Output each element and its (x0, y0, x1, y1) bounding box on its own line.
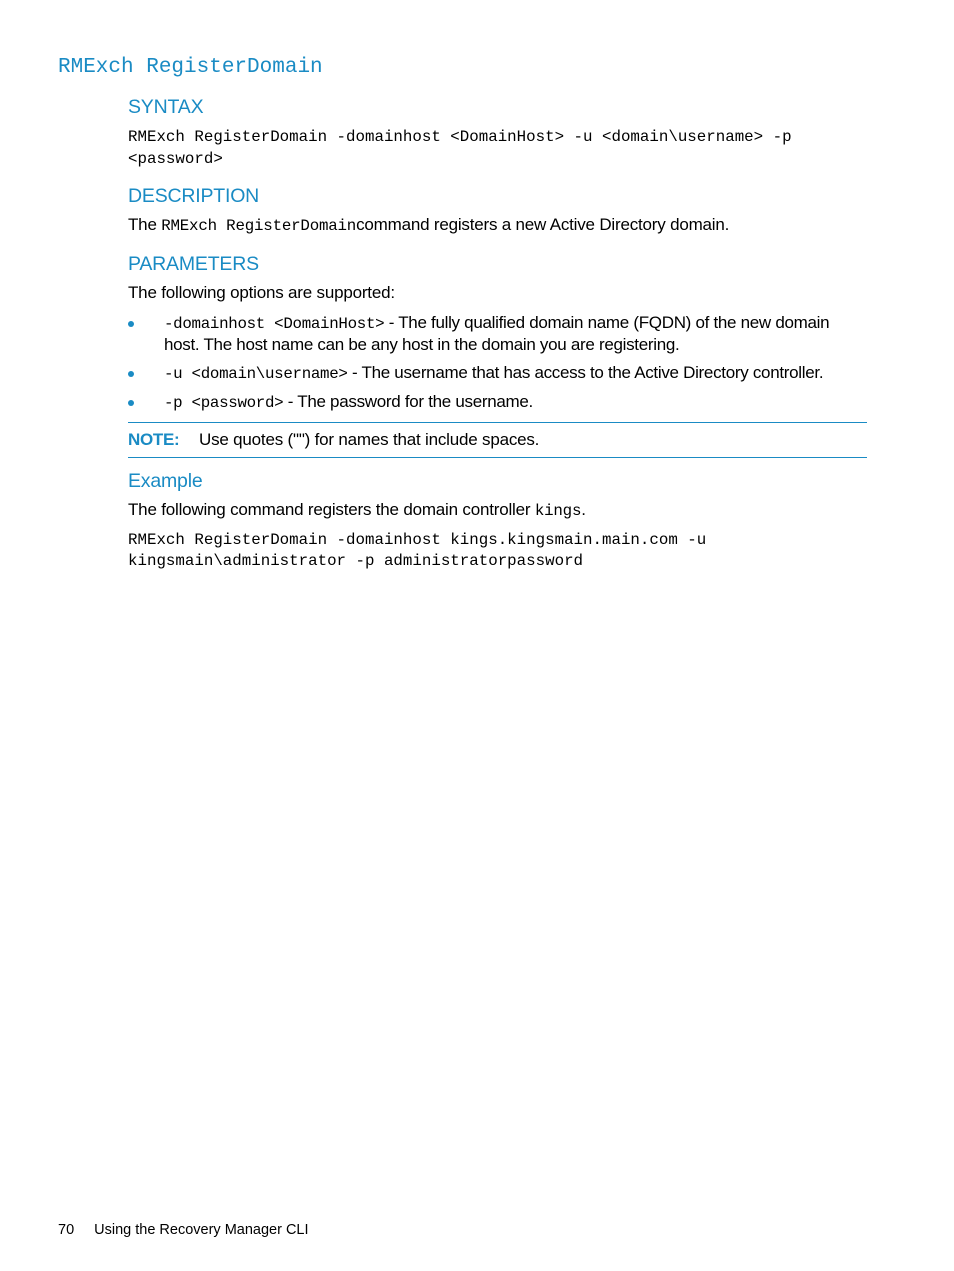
example-text-before: The following command registers the domain controller (128, 500, 535, 519)
page-number: 70 (58, 1222, 75, 1238)
example-text-after: . (581, 500, 586, 519)
note-label: NOTE: (128, 430, 180, 449)
syntax-code-line-2: <password> (128, 150, 223, 168)
description-text (128, 215, 729, 235)
parameters-heading: PARAMETERS (128, 253, 259, 275)
parameter-item-password (164, 392, 533, 412)
note-text: Use quotes ("") for names that include spaces. (199, 430, 540, 449)
parameter-code: -p <password> (164, 394, 284, 412)
parameter-code: -domainhost <DomainHost> (164, 315, 385, 333)
description-text-before: The (128, 215, 162, 234)
description-heading: DESCRIPTION (128, 185, 260, 207)
chapter-title: Using the Recovery Manager CLI (94, 1222, 309, 1238)
bullet-icon (128, 400, 134, 406)
parameter-code: -u <domain\username> (164, 365, 348, 383)
description-text-after: command registers a new Active Directory domain. (356, 215, 730, 234)
parameter-text: - The fully qualified domain name (FQDN) of the new domain (384, 313, 830, 332)
description-command: RMExch RegisterDomain (161, 217, 357, 235)
example-text (128, 500, 586, 520)
example-code-line-1: RMExch RegisterDomain -domainhost kings.kingsmain.main.com -u (128, 531, 707, 549)
page-footer (58, 1222, 309, 1238)
parameter-item-username (164, 363, 823, 383)
parameter-text: - The password for the username. (283, 392, 533, 411)
syntax-heading: SYNTAX (128, 96, 204, 118)
bullet-icon (128, 371, 134, 377)
example-heading: Example (128, 470, 203, 492)
parameters-intro: The following options are supported: (128, 283, 395, 302)
bullet-icon (128, 321, 134, 327)
parameter-item-domainhost-continuation: host. The host name can be any host in the domain you are registering. (164, 335, 680, 354)
example-controller: kings (534, 502, 582, 520)
example-code-line-2: kingsmain\administrator -p administratorpassword (128, 552, 584, 570)
syntax-code-line-1: RMExch RegisterDomain -domainhost <DomainHost> -u <domain\username> -p (128, 128, 792, 146)
page-title: RMExch RegisterDomain (58, 56, 323, 79)
note-box (128, 422, 867, 458)
parameter-text: - The username that has access to the Active Directory controller. (347, 363, 824, 382)
parameter-item-domainhost (164, 313, 829, 333)
